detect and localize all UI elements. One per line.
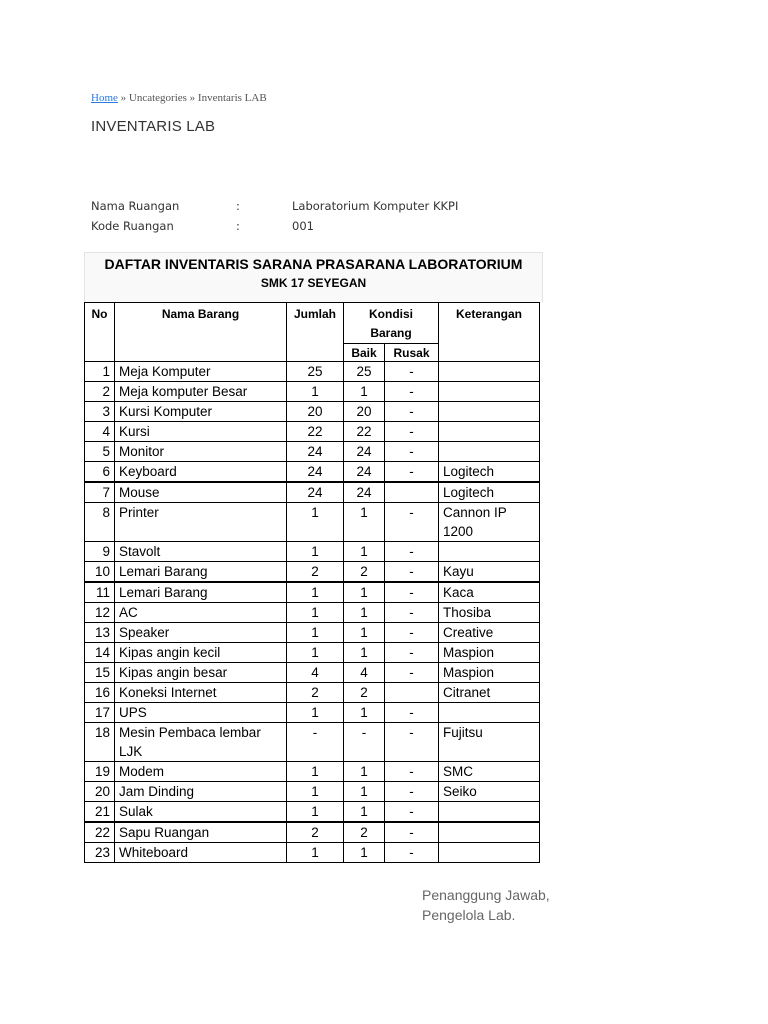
cell-no: 23 (85, 843, 115, 863)
cell-no: 21 (85, 802, 115, 823)
cell-note (439, 422, 540, 442)
room-name-value: Laboratorium Komputer KKPI (292, 199, 459, 213)
cell-name: Mesin Pembaca lembar LJK (115, 723, 287, 762)
cell-bad: - (385, 643, 439, 663)
breadcrumb-current: Inventaris LAB (197, 92, 267, 104)
cell-no: 13 (85, 623, 115, 643)
table-row (85, 843, 540, 863)
cell-no: 7 (85, 482, 115, 503)
cell-good: 25 (344, 362, 385, 382)
cell-qty: 1 (287, 762, 344, 782)
cell-no: 20 (85, 782, 115, 802)
cell-note: Cannon IP 1200 (439, 503, 540, 542)
cell-name: Koneksi Internet (115, 683, 287, 703)
cell-bad: - (385, 382, 439, 402)
cell-good: 24 (344, 462, 385, 483)
cell-bad: - (385, 843, 439, 863)
cell-name: Lemari Barang (115, 582, 287, 603)
cell-name: Modem (115, 762, 287, 782)
cell-good: 1 (344, 802, 385, 823)
cell-no: 19 (85, 762, 115, 782)
cell-note (439, 843, 540, 863)
cell-no: 2 (85, 382, 115, 402)
table-row (85, 603, 540, 623)
room-code-label: Kode Ruangan (91, 219, 174, 233)
cell-note: Citranet (439, 683, 540, 703)
cell-good: - (344, 723, 385, 762)
cell-no: 6 (85, 462, 115, 483)
cell-good: 1 (344, 782, 385, 802)
cell-good: 24 (344, 482, 385, 503)
cell-name: AC (115, 603, 287, 623)
signature-line-1: Penanggung Jawab, (422, 887, 550, 903)
cell-name: Jam Dinding (115, 782, 287, 802)
cell-name: Meja komputer Besar (115, 382, 287, 402)
cell-name: Meja Komputer (115, 362, 287, 382)
cell-bad: - (385, 503, 439, 542)
cell-qty: 1 (287, 582, 344, 603)
cell-bad: - (385, 782, 439, 802)
table-row (85, 362, 540, 382)
cell-bad (385, 482, 439, 503)
cell-bad: - (385, 562, 439, 583)
cell-note: Fujitsu (439, 723, 540, 762)
table-row (85, 762, 540, 782)
cell-good: 1 (344, 382, 385, 402)
cell-no: 16 (85, 683, 115, 703)
cell-bad: - (385, 802, 439, 823)
cell-note: Maspion (439, 663, 540, 683)
cell-good: 1 (344, 542, 385, 562)
table-row (85, 822, 540, 843)
cell-no: 18 (85, 723, 115, 762)
cell-no: 5 (85, 442, 115, 462)
cell-no: 22 (85, 822, 115, 843)
cell-bad: - (385, 762, 439, 782)
inventory-table (84, 302, 540, 863)
cell-note: Seiko (439, 782, 540, 802)
cell-good: 1 (344, 503, 385, 542)
cell-qty: 1 (287, 643, 344, 663)
cell-name: Kipas angin besar (115, 663, 287, 683)
cell-bad: - (385, 603, 439, 623)
cell-bad: - (385, 663, 439, 683)
cell-name: Keyboard (115, 462, 287, 483)
cell-bad: - (385, 422, 439, 442)
cell-good: 1 (344, 843, 385, 863)
document-title: DAFTAR INVENTARIS SARANA PRASARANA LABORATORIUM (104, 256, 523, 272)
cell-name: Kursi Komputer (115, 402, 287, 422)
cell-note (439, 802, 540, 823)
cell-qty: 1 (287, 703, 344, 723)
table-row (85, 382, 540, 402)
cell-qty: 20 (287, 402, 344, 422)
cell-good: 1 (344, 762, 385, 782)
breadcrumb-separator: » (120, 92, 127, 104)
room-name-label: Nama Ruangan (91, 199, 180, 213)
cell-qty: 24 (287, 442, 344, 462)
cell-name: Whiteboard (115, 843, 287, 863)
cell-good: 22 (344, 422, 385, 442)
cell-name: UPS (115, 703, 287, 723)
cell-bad: - (385, 402, 439, 422)
cell-no: 17 (85, 703, 115, 723)
cell-qty: 1 (287, 623, 344, 643)
table-row (85, 482, 540, 503)
cell-qty: - (287, 723, 344, 762)
cell-bad: - (385, 362, 439, 382)
cell-qty: 1 (287, 782, 344, 802)
table-row (85, 723, 540, 762)
cell-note (439, 442, 540, 462)
cell-no: 9 (85, 542, 115, 562)
cell-bad: - (385, 723, 439, 762)
cell-no: 1 (85, 362, 115, 382)
table-row (85, 402, 540, 422)
cell-no: 4 (85, 422, 115, 442)
header-no: No (85, 303, 115, 362)
cell-qty: 1 (287, 802, 344, 823)
cell-no: 12 (85, 603, 115, 623)
cell-bad (385, 683, 439, 703)
breadcrumb (91, 92, 267, 104)
cell-bad: - (385, 703, 439, 723)
table-row (85, 663, 540, 683)
table-row (85, 683, 540, 703)
table-row (85, 562, 540, 583)
header-good: Baik (344, 344, 385, 362)
cell-qty: 1 (287, 542, 344, 562)
table-row (85, 503, 540, 542)
cell-no: 8 (85, 503, 115, 542)
breadcrumb-category: Uncategories (128, 92, 187, 104)
inventory-table-head (85, 303, 540, 362)
cell-name: Sapu Ruangan (115, 822, 287, 843)
cell-good: 1 (344, 582, 385, 603)
breadcrumb-separator: » (189, 92, 196, 104)
header-row (85, 303, 540, 344)
cell-qty: 1 (287, 503, 344, 542)
cell-name: Printer (115, 503, 287, 542)
table-row (85, 802, 540, 823)
cell-note: SMC (439, 762, 540, 782)
cell-note (439, 402, 540, 422)
cell-bad: - (385, 582, 439, 603)
cell-qty: 2 (287, 562, 344, 583)
cell-qty: 1 (287, 603, 344, 623)
cell-qty: 25 (287, 362, 344, 382)
cell-name: Lemari Barang (115, 562, 287, 583)
table-row (85, 462, 540, 483)
table-row (85, 623, 540, 643)
header-qty: Jumlah (287, 303, 344, 362)
cell-note: Kaca (439, 582, 540, 603)
cell-bad: - (385, 623, 439, 643)
cell-good: 1 (344, 643, 385, 663)
cell-bad: - (385, 462, 439, 483)
header-name: Nama Barang (115, 303, 287, 362)
cell-good: 20 (344, 402, 385, 422)
cell-note: Kayu (439, 562, 540, 583)
table-row (85, 582, 540, 603)
cell-note: Creative (439, 623, 540, 643)
cell-name: Speaker (115, 623, 287, 643)
document-subtitle: SMK 17 SEYEGAN (260, 276, 367, 290)
cell-note: Logitech (439, 482, 540, 503)
room-code-value: 001 (292, 219, 314, 233)
cell-no: 11 (85, 582, 115, 603)
cell-qty: 22 (287, 422, 344, 442)
room-name-colon: : (236, 199, 240, 213)
room-code-colon: : (236, 219, 240, 233)
header-condition: Kondisi Barang (344, 303, 439, 344)
signature-line-2: Pengelola Lab. (422, 907, 516, 923)
cell-name: Kipas angin kecil (115, 643, 287, 663)
cell-good: 4 (344, 663, 385, 683)
cell-good: 2 (344, 683, 385, 703)
cell-name: Stavolt (115, 542, 287, 562)
inventory-table-body (85, 362, 540, 863)
cell-qty: 2 (287, 683, 344, 703)
cell-good: 2 (344, 562, 385, 583)
cell-no: 3 (85, 402, 115, 422)
cell-good: 1 (344, 623, 385, 643)
cell-good: 2 (344, 822, 385, 843)
cell-note: Thosiba (439, 603, 540, 623)
cell-no: 15 (85, 663, 115, 683)
table-row (85, 442, 540, 462)
cell-bad: - (385, 442, 439, 462)
cell-qty: 4 (287, 663, 344, 683)
cell-note (439, 822, 540, 843)
header-bad: Rusak (385, 344, 439, 362)
page-title: INVENTARIS LAB (91, 118, 216, 135)
table-row (85, 643, 540, 663)
cell-bad: - (385, 542, 439, 562)
cell-name: Sulak (115, 802, 287, 823)
cell-name: Mouse (115, 482, 287, 503)
breadcrumb-home-link[interactable]: Home (91, 92, 118, 104)
cell-note (439, 542, 540, 562)
cell-qty: 1 (287, 382, 344, 402)
cell-note (439, 362, 540, 382)
cell-note: Maspion (439, 643, 540, 663)
cell-note (439, 703, 540, 723)
cell-no: 14 (85, 643, 115, 663)
cell-name: Monitor (115, 442, 287, 462)
cell-no: 10 (85, 562, 115, 583)
signature-block (422, 885, 550, 925)
cell-qty: 24 (287, 482, 344, 503)
table-row (85, 782, 540, 802)
cell-qty: 1 (287, 843, 344, 863)
cell-good: 1 (344, 703, 385, 723)
cell-good: 1 (344, 603, 385, 623)
header-note: Keterangan (439, 303, 540, 362)
document-header (84, 252, 543, 302)
cell-qty: 24 (287, 462, 344, 483)
cell-note (439, 382, 540, 402)
table-row (85, 422, 540, 442)
cell-qty: 2 (287, 822, 344, 843)
cell-name: Kursi (115, 422, 287, 442)
cell-good: 24 (344, 442, 385, 462)
table-row (85, 542, 540, 562)
table-row (85, 703, 540, 723)
cell-bad: - (385, 822, 439, 843)
cell-note: Logitech (439, 462, 540, 483)
